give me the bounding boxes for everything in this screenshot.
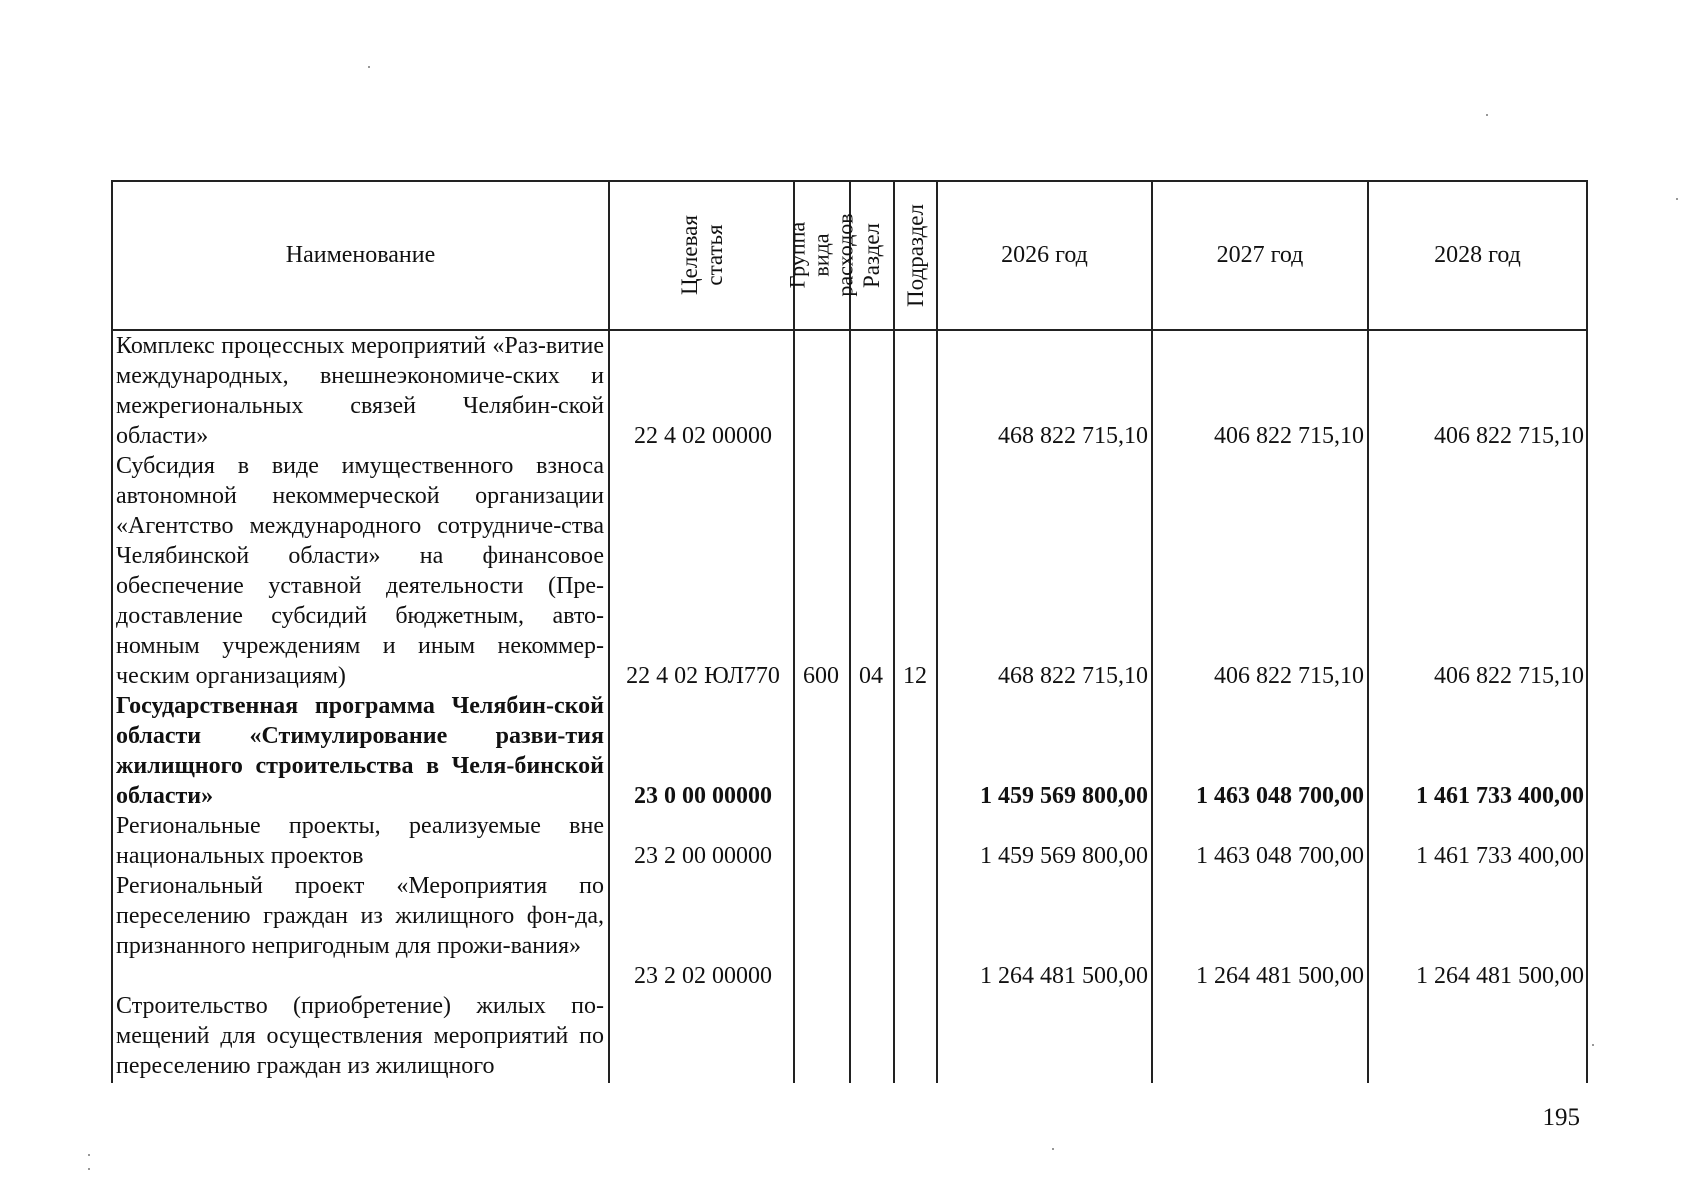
row-value-2028: 1 461 733 400,00 (1416, 843, 1584, 869)
scan-speck (1052, 1148, 1054, 1150)
row-value-2028: 406 822 715,10 (1434, 663, 1584, 689)
row-value-2027: 1 463 048 700,00 (1196, 843, 1364, 869)
header-section (851, 182, 893, 328)
header-name: Наименование (285, 242, 436, 268)
row-code: 23 2 00 00000 (634, 843, 772, 869)
header-section-text: Раздел (859, 222, 885, 288)
row-name: Региональный проект «Мероприятия по переселению граждан из жилищного фон-да, признанного непригодным для прожи-вания» (116, 873, 604, 959)
row-name: Региональные проекты, реализуемые вне национальных проектов (116, 813, 604, 869)
table-right-border (1586, 180, 1588, 1083)
row-value-2027: 406 822 715,10 (1214, 423, 1364, 449)
row-value-2026: 1 264 481 500,00 (980, 963, 1148, 989)
scan-speck (368, 66, 370, 68)
row-name: Государственная программа Челябин-ской области «Стимулирование разви-тия жилищного строительства в Челя-бинской области» (116, 693, 604, 809)
scan-speck (88, 1154, 90, 1156)
header-subsection (895, 182, 936, 328)
row-section: 04 (859, 663, 883, 689)
scan-speck (88, 1168, 90, 1170)
row-value-2026: 468 822 715,10 (998, 423, 1148, 449)
header-subsection-text: Подраздел (903, 203, 929, 307)
row-value-2028: 406 822 715,10 (1434, 423, 1584, 449)
header-expense-group-text: Группа вида расходов (785, 213, 858, 297)
row-code: 23 2 02 00000 (634, 963, 772, 989)
scan-speck (1676, 198, 1678, 200)
row-code: 23 0 00 00000 (634, 783, 772, 809)
row-name: Субсидия в виде имущественного взноса автономной некоммерческой организации «Агентство международного сотрудниче-ства Челябинской области» на финансовое обеспечение уставной деятельности (Пре-доставление субсидий бюджетным, авто-номным учреждениям и иным некоммер-ческим организациям) (116, 453, 604, 689)
page-number: 195 (1542, 1104, 1580, 1131)
row-value-2027: 1 463 048 700,00 (1196, 783, 1364, 809)
row-subsection: 12 (903, 663, 927, 689)
row-value-2027: 406 822 715,10 (1214, 663, 1364, 689)
row-value-2026: 468 822 715,10 (998, 663, 1148, 689)
row-name: Комплекс процессных мероприятий «Раз-витие международных, внешнеэкономиче-ских и межрегиональных связей Челябин-ской области» (116, 333, 604, 449)
header-year-2027: 2027 год (1216, 242, 1304, 268)
row-value-2026: 1 459 569 800,00 (980, 843, 1148, 869)
row-code: 22 4 02 ЮЛ770 (626, 663, 780, 689)
row-value-2027: 1 264 481 500,00 (1196, 963, 1364, 989)
header-target-article (610, 182, 793, 328)
header-year-2028: 2028 год (1434, 242, 1521, 268)
header-expense-group (785, 182, 858, 328)
scan-speck (1486, 114, 1488, 116)
scan-speck (1592, 1044, 1594, 1046)
row-name: Строительство (приобретение) жилых по-мещений для осуществления мероприятий по переселению граждан из жилищного (116, 993, 604, 1079)
header-target-article-text: Целевая статья (676, 215, 727, 295)
row-value-2026: 1 459 569 800,00 (980, 783, 1148, 809)
row-code: 22 4 02 00000 (634, 423, 772, 449)
row-value-2028: 1 461 733 400,00 (1416, 783, 1584, 809)
row-expense-group: 600 (803, 663, 839, 689)
header-year-2026: 2026 год (1001, 242, 1088, 268)
row-value-2028: 1 264 481 500,00 (1416, 963, 1584, 989)
